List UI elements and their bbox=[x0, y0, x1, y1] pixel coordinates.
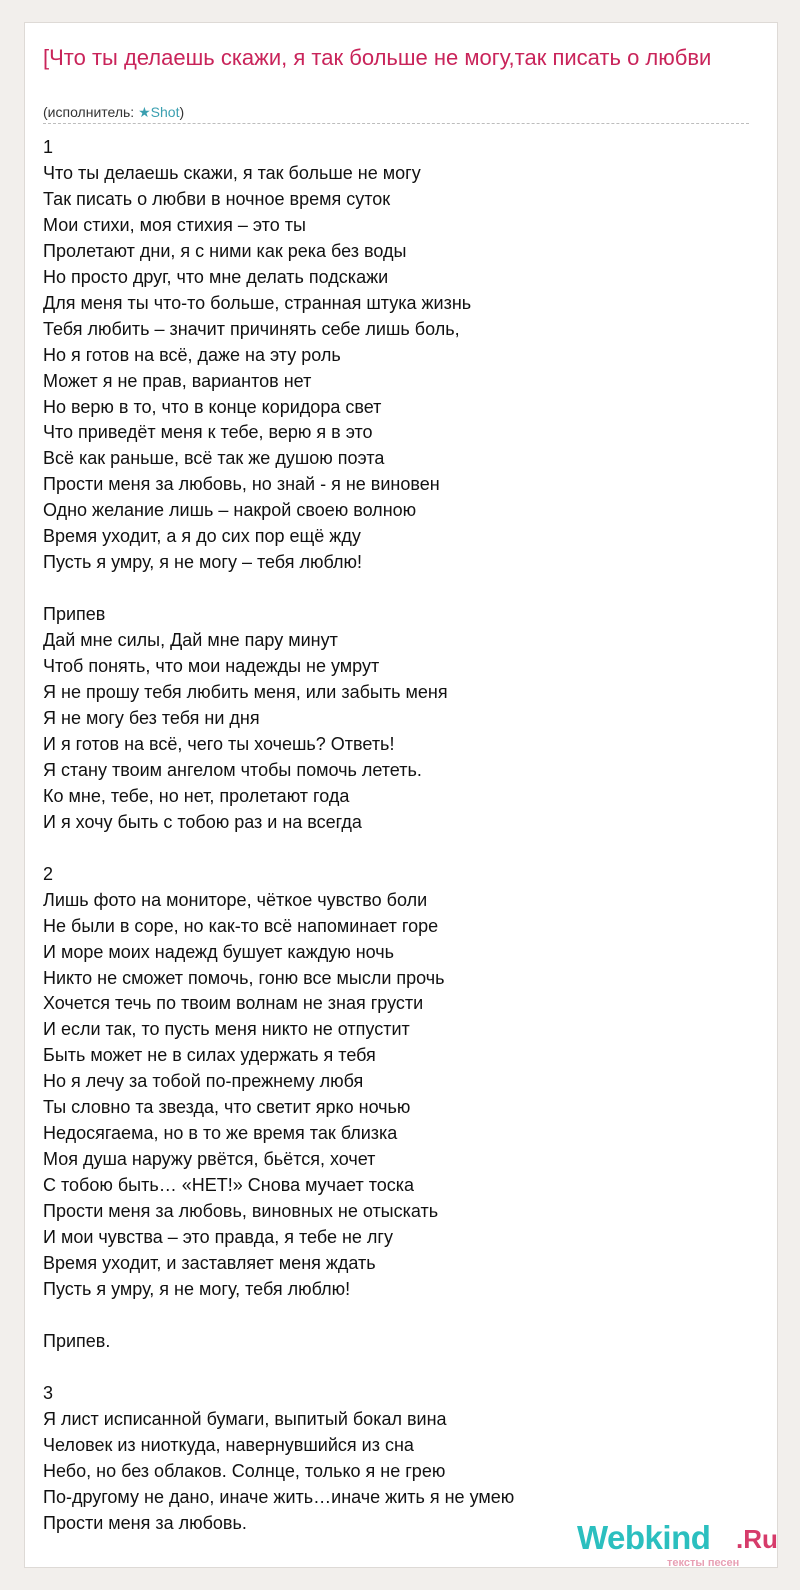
lyric-line: И море моих надежд бушует каждую ночь bbox=[43, 941, 395, 962]
lyric-line: Я стану твоим ангелом чтобы помочь лететь. bbox=[43, 759, 422, 780]
lyric-line: Припев bbox=[43, 604, 106, 625]
artist-link[interactable] bbox=[138, 104, 179, 120]
lyric-line: 2 bbox=[43, 863, 54, 884]
lyric-line: Мои стихи, моя стихия – это ты bbox=[43, 214, 306, 235]
lyric-line: Прости меня за любовь. bbox=[43, 1512, 247, 1533]
song-title: [Что ты делаешь скажи, я так больше не могу,так писать о любви bbox=[43, 45, 712, 70]
lyric-line: Но просто друг, что мне делать подскажи bbox=[43, 266, 389, 287]
lyric-line: С тобою быть… «НЕТ!» Снова мучает тоска bbox=[43, 1175, 415, 1196]
lyric-line: Время уходит, а я до сих пор ещё жду bbox=[43, 526, 361, 547]
lyric-line: Моя душа наружу рвётся, бьётся, хочет bbox=[43, 1149, 376, 1170]
artist-byline bbox=[43, 103, 184, 121]
lyric-line bbox=[43, 1355, 743, 1381]
lyrics-card bbox=[24, 22, 778, 1568]
logo-tagline: тексты песен bbox=[667, 1557, 740, 1569]
lyric-line: Может я не прав, вариантов нет bbox=[43, 370, 312, 391]
lyric-line: Тебя любить – значит причинять себе лишь боль, bbox=[43, 318, 460, 339]
lyric-line: Никто не сможет помочь, гоню все мысли прочь bbox=[43, 967, 445, 988]
lyric-line: Время уходит, и заставляет меня ждать bbox=[43, 1252, 376, 1273]
lyric-line: Я лист исписанной бумаги, выпитый бокал вина bbox=[43, 1408, 447, 1429]
lyric-line: Пролетают дни, я с ними как река без воды bbox=[43, 240, 407, 261]
dashed-divider bbox=[43, 123, 749, 124]
lyric-line bbox=[43, 836, 743, 862]
lyric-line: Человек из ниоткуда, навернувшийся из сна bbox=[43, 1434, 414, 1455]
lyric-line bbox=[43, 1303, 743, 1329]
lyric-line: Что ты делаешь скажи, я так больше не могу bbox=[43, 162, 421, 183]
lyric-line: Припев. bbox=[43, 1330, 111, 1351]
lyric-line: И мои чувства – это правда, я тебе не лгу bbox=[43, 1227, 393, 1248]
webkind-logo[interactable] bbox=[577, 1519, 777, 1569]
lyric-line: Пусть я умру, я не могу, тебя люблю! bbox=[43, 1278, 351, 1299]
lyric-line: 1 bbox=[43, 137, 54, 157]
lyric-line: 3 bbox=[43, 1382, 54, 1403]
star-icon: ★ bbox=[138, 104, 151, 120]
byline-prefix: (исполнитель: bbox=[43, 104, 139, 120]
lyric-line: Но я лечу за тобой по-прежнему любя bbox=[43, 1071, 364, 1092]
lyric-line: Дай мне силы, Дай мне пару минут bbox=[43, 630, 338, 651]
lyric-line: Я не могу без тебя ни дня bbox=[43, 707, 260, 728]
lyric-line: Так писать о любви в ночное время суток bbox=[43, 188, 391, 209]
lyric-line: Быть может не в силах удержать я тебя bbox=[43, 1045, 376, 1066]
lyric-line: Всё как раньше, всё так же душою поэта bbox=[43, 448, 385, 469]
lyric-line: И если так, то пусть меня никто не отпустит bbox=[43, 1019, 410, 1040]
lyric-line: Одно желание лишь – накрой своею волною bbox=[43, 500, 417, 521]
lyric-line: Лишь фото на мониторе, чёткое чувство боли bbox=[43, 889, 428, 910]
lyric-line: Не были в соре, но как-то всё напоминает горе bbox=[43, 915, 439, 936]
lyric-line: Хочется течь по твоим волнам не зная грусти bbox=[43, 993, 424, 1014]
lyric-line: Пусть я умру, я не могу – тебя люблю! bbox=[43, 552, 362, 573]
artist-name: Shot bbox=[150, 104, 180, 120]
logo-tld: .Ru bbox=[736, 1524, 778, 1554]
lyric-line: Прости меня за любовь, но знай - я не виновен bbox=[43, 474, 440, 495]
lyric-line: Прости меня за любовь, виновных не отыскать bbox=[43, 1201, 439, 1222]
lyric-line: Но верю в то, что в конце коридора свет bbox=[43, 396, 382, 417]
lyric-line: Ко мне, тебе, но нет, пролетают года bbox=[43, 785, 350, 806]
lyric-line: Для меня ты что-то больше, странная штука жизнь bbox=[43, 292, 472, 313]
lyric-line: Недосягаема, но в то же время так близка bbox=[43, 1123, 398, 1144]
lyric-line: Чтоб понять, что мои надежды не умрут bbox=[43, 656, 380, 677]
byline-suffix: ) bbox=[179, 104, 185, 120]
lyric-line: Небо, но без облаков. Солнце, только я не грею bbox=[43, 1460, 446, 1481]
lyric-line: Я не прошу тебя любить меня, или забыть меня bbox=[43, 682, 448, 703]
lyric-line: И я готов на всё, чего ты хочешь? Ответь! bbox=[43, 733, 395, 754]
lyric-line: И я хочу быть с тобою раз и на всегда bbox=[43, 811, 362, 832]
lyrics-text bbox=[43, 135, 743, 1536]
lyric-line bbox=[43, 576, 743, 602]
lyric-line: Что приведёт меня к тебе, верю я в это bbox=[43, 422, 373, 443]
lyric-line: По-другому не дано, иначе жить…иначе жить я не умею bbox=[43, 1486, 515, 1507]
lyric-line: Но я готов на всё, даже на эту роль bbox=[43, 344, 341, 365]
logo-brand: Webkind bbox=[577, 1519, 711, 1556]
lyric-line: Ты словно та звезда, что светит ярко ночью bbox=[43, 1097, 411, 1118]
